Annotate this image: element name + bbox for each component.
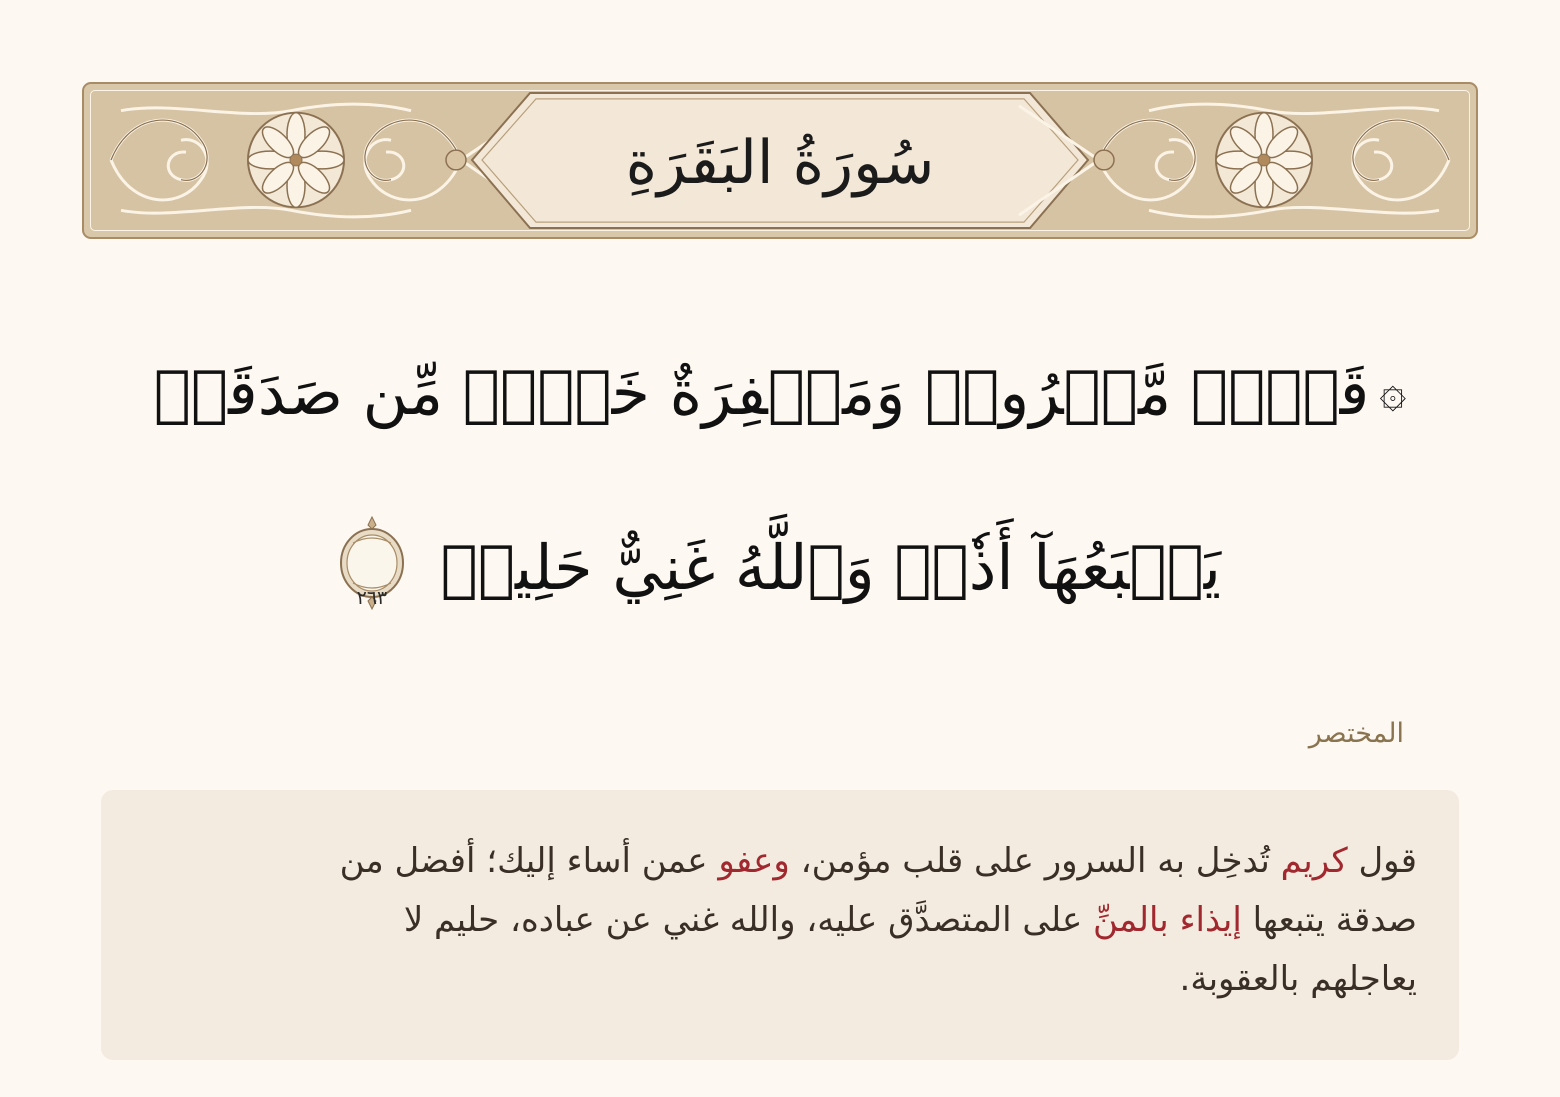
verse-line-2 (150, 515, 1410, 618)
tafsir-source-label: المختصر (1308, 718, 1404, 749)
ayah-number-marker (339, 515, 405, 611)
surah-header-banner (82, 82, 1478, 239)
verse-line-1 (150, 340, 1410, 443)
rub-el-hizb-icon: ۞ (1379, 363, 1407, 417)
verse-line-2-text: يَتۡبَعُهَآ أَذٗىۗ وَٱللَّهُ غَنِيٌّ حَلِيمٞ (440, 531, 1222, 604)
tafsir-text (287, 832, 1417, 1009)
verse-line-1-text: قَوۡلٞ مَّعۡرُوفٞ وَمَغۡفِرَةٌ خَيۡرٞ مِّن صَدَقَةٖ (153, 356, 1370, 429)
tafsir-card (101, 790, 1459, 1060)
tafsir-segment: تُدخِل به السرور على قلب مؤمن، (789, 841, 1281, 881)
ayah-number: ٢٦٣ (356, 587, 388, 609)
tafsir-highlight: إيذاء بالمنِّ (1093, 900, 1242, 940)
surah-header-frame (90, 90, 1470, 231)
tafsir-segment: عمن أساء إليك؛ أفضل من صدقة يتبعها (339, 841, 1417, 940)
tafsir-highlight: كريم (1280, 841, 1348, 881)
tafsir-segment: قول (1347, 841, 1417, 881)
arabesque-ornament-right (999, 91, 1469, 230)
tafsir-segment: على المتصدَّق عليه، والله غني عن عباده، حليم لا يعاجلهم بالعقوبة. (403, 900, 1417, 999)
surah-title: سُورَةُ البَقَرَةِ (625, 128, 935, 198)
tafsir-highlight: وعفو (718, 841, 790, 881)
